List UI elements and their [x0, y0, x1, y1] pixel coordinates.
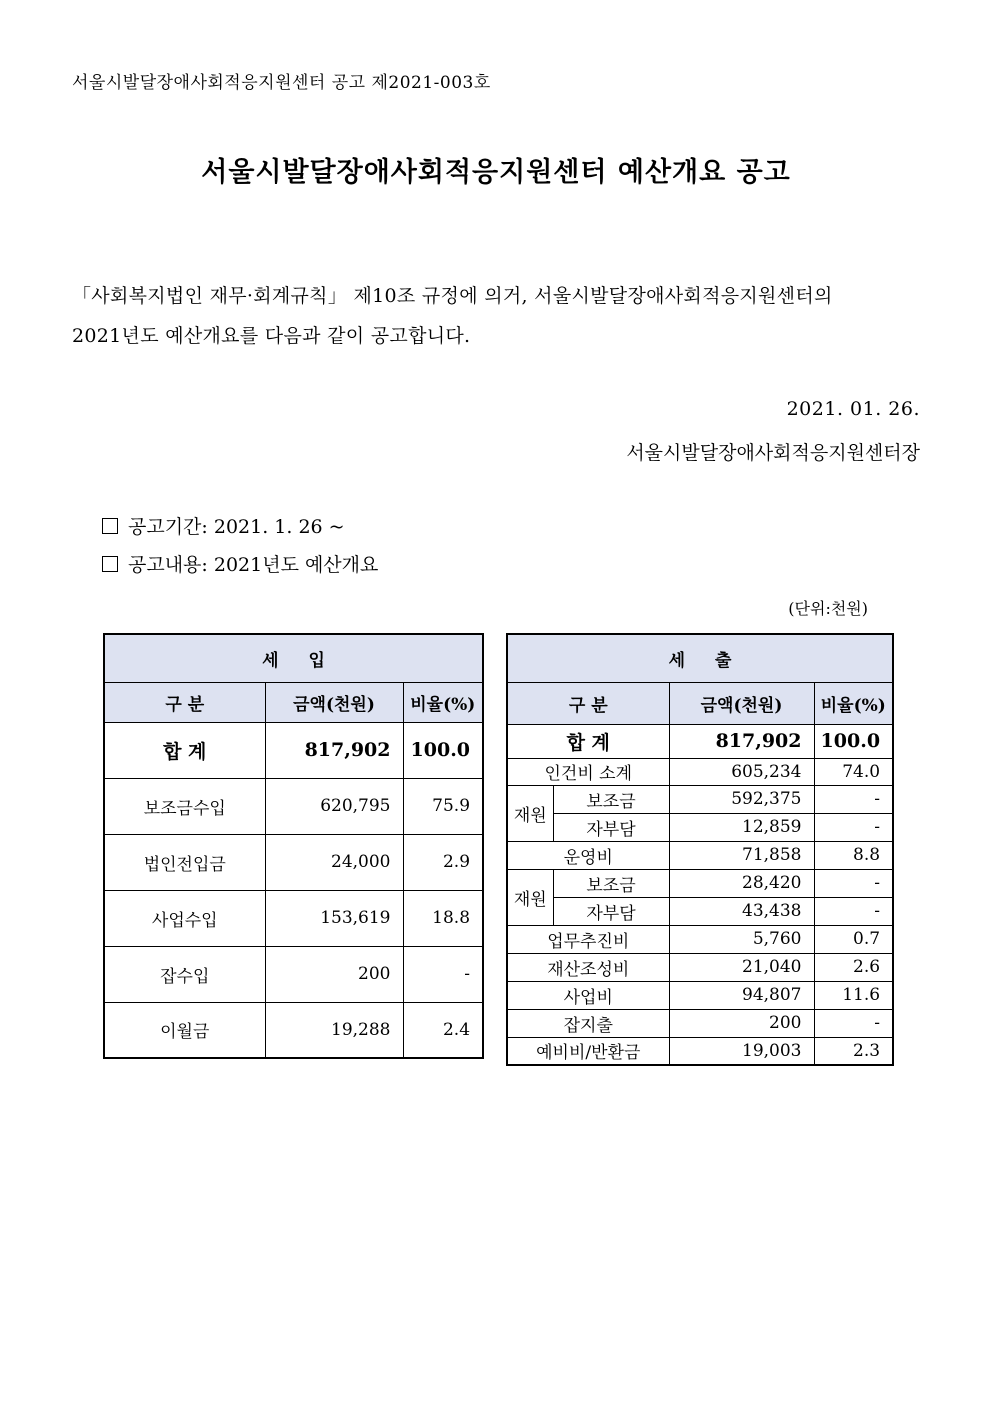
income-row-ratio: 2.9: [403, 834, 483, 890]
income-section-row: [104, 634, 483, 682]
expense-sub-label: 보조금: [553, 785, 669, 813]
expense-table: [506, 633, 894, 1066]
expense-operating-ratio: 8.8: [814, 841, 893, 869]
expense-row-amount: 94,807: [669, 981, 814, 1009]
expense-operating-amount: 71,858: [669, 841, 814, 869]
expense-row-label: 사업비: [507, 981, 669, 1009]
expense-total-ratio: 100.0: [814, 724, 893, 758]
expense-personnel-ratio: 74.0: [814, 758, 893, 785]
expense-personnel-amount: 605,234: [669, 758, 814, 785]
expense-sub-ratio: -: [814, 785, 893, 813]
income-row-amount: 620,795: [265, 778, 403, 834]
expense-sub-amount: 28,420: [669, 869, 814, 897]
info-content-text: 공고내용: 2021년도 예산개요: [128, 554, 379, 576]
issuer-name: 서울시발달장애사회적응지원센터장: [626, 442, 920, 464]
expense-row-label: 잡지출: [507, 1009, 669, 1037]
table-row: [507, 758, 893, 785]
expense-sub-amount: 43,438: [669, 897, 814, 925]
expense-section-row: [507, 634, 893, 682]
expense-source-label: 재원: [507, 869, 553, 925]
expense-header-row: [507, 682, 893, 724]
table-row: [507, 869, 893, 897]
expense-sub-label: 보조금: [553, 869, 669, 897]
income-section-title: 세입: [104, 634, 483, 682]
info-period-text: 공고기간: 2021. 1. 26 ~: [128, 516, 345, 538]
income-header-row: [104, 682, 483, 722]
unit-label: (단위:천원): [788, 599, 868, 618]
income-total-ratio: 100.0: [403, 722, 483, 778]
info-period: [102, 512, 345, 539]
body-line-2: 2021년도 예산개요를 다음과 같이 공고합니다.: [72, 325, 471, 347]
table-row: [507, 953, 893, 981]
expense-row-label: 재산조성비: [507, 953, 669, 981]
checkbox-square-icon: [102, 556, 118, 572]
expense-sub-ratio: -: [814, 813, 893, 841]
income-row-ratio: 75.9: [403, 778, 483, 834]
expense-header-ratio: 비율(%): [814, 682, 893, 724]
expense-operating-label: 운영비: [507, 841, 669, 869]
expense-row-label: 업무추진비: [507, 925, 669, 953]
expense-source-label: 재원: [507, 785, 553, 841]
expense-row-ratio: 11.6: [814, 981, 893, 1009]
page-title: 서울시발달장애사회적응지원센터 예산개요 공고: [201, 157, 791, 188]
table-row: [507, 1037, 893, 1065]
expense-row-label: 예비비/반환금: [507, 1037, 669, 1065]
income-header-ratio: 비율(%): [403, 682, 483, 722]
expense-sub-label: 자부담: [553, 813, 669, 841]
body-line-1: 「사회복지법인 재무·회계규칙」 제10조 규정에 의거, 서울시발달장애사회적응지원센터의: [72, 285, 833, 307]
table-row: [507, 841, 893, 869]
income-row-ratio: -: [403, 946, 483, 1002]
table-row: [104, 1002, 483, 1058]
expense-row-ratio: -: [814, 1009, 893, 1037]
table-row: [104, 778, 483, 834]
income-row-amount: 153,619: [265, 890, 403, 946]
expense-sub-amount: 592,375: [669, 785, 814, 813]
income-row-amount: 200: [265, 946, 403, 1002]
income-row-label: 이월금: [104, 1002, 265, 1058]
notice-date: 2021. 01. 26.: [786, 398, 920, 420]
expense-row-ratio: 0.7: [814, 925, 893, 953]
income-row-ratio: 18.8: [403, 890, 483, 946]
income-table: [103, 633, 484, 1059]
income-row-label: 사업수입: [104, 890, 265, 946]
expense-row-ratio: 2.3: [814, 1037, 893, 1065]
expense-row-amount: 19,003: [669, 1037, 814, 1065]
income-total-row: [104, 722, 483, 778]
table-row: [507, 897, 893, 925]
expense-sub-label: 자부담: [553, 897, 669, 925]
table-row: [507, 785, 893, 813]
expense-header-amount: 금액(천원): [669, 682, 814, 724]
expense-total-row: [507, 724, 893, 758]
table-row: [507, 925, 893, 953]
table-row: [104, 946, 483, 1002]
income-row-ratio: 2.4: [403, 1002, 483, 1058]
income-total-amount: 817,902: [265, 722, 403, 778]
table-row: [104, 890, 483, 946]
income-row-amount: 24,000: [265, 834, 403, 890]
income-total-label: 합 계: [104, 722, 265, 778]
expense-total-amount: 817,902: [669, 724, 814, 758]
income-header-amount: 금액(천원): [265, 682, 403, 722]
expense-row-amount: 200: [669, 1009, 814, 1037]
expense-sub-ratio: -: [814, 869, 893, 897]
expense-personnel-label: 인건비 소계: [507, 758, 669, 785]
expense-row-ratio: 2.6: [814, 953, 893, 981]
table-row: [507, 813, 893, 841]
expense-header-category: 구 분: [507, 682, 669, 724]
expense-row-amount: 21,040: [669, 953, 814, 981]
income-row-amount: 19,288: [265, 1002, 403, 1058]
notice-body: [72, 276, 932, 356]
income-header-category: 구 분: [104, 682, 265, 722]
table-row: [104, 834, 483, 890]
checkbox-square-icon: [102, 518, 118, 534]
table-row: [507, 1009, 893, 1037]
expense-sub-amount: 12,859: [669, 813, 814, 841]
income-row-label: 법인전입금: [104, 834, 265, 890]
notice-number: 서울시발달장애사회적응지원센터 공고 제2021-003호: [72, 73, 491, 93]
income-row-label: 보조금수입: [104, 778, 265, 834]
income-row-label: 잡수입: [104, 946, 265, 1002]
expense-total-label: 합 계: [507, 724, 669, 758]
expense-sub-ratio: -: [814, 897, 893, 925]
info-content: [102, 550, 378, 577]
expense-section-title: 세출: [507, 634, 893, 682]
expense-row-amount: 5,760: [669, 925, 814, 953]
table-row: [507, 981, 893, 1009]
